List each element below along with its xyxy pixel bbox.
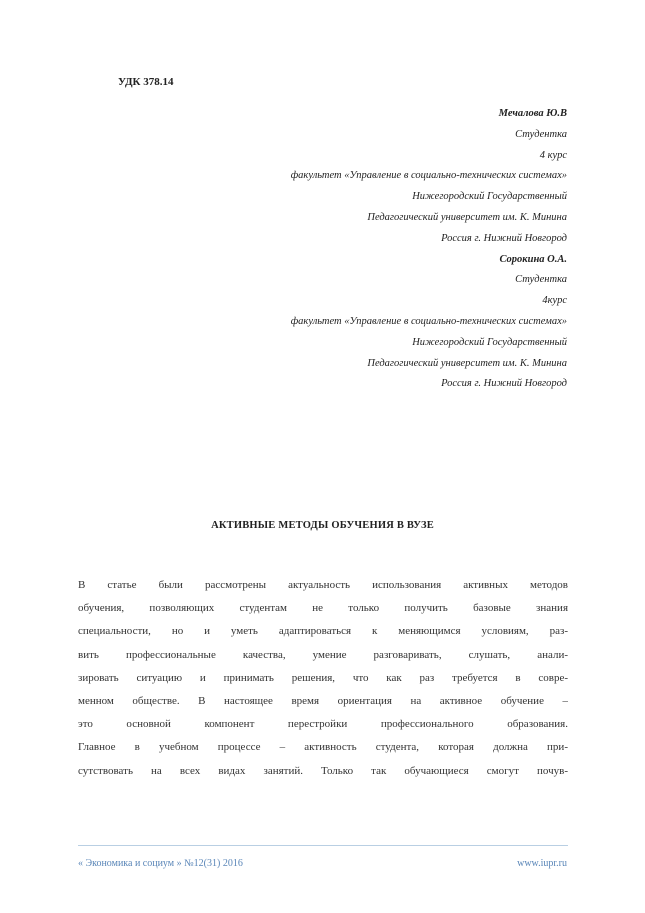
- abstract-line: сутствовать на всех видах занятий. Только так обучающиеся смогут почув-: [78, 764, 568, 777]
- abstract-line: специальности, но и уметь адаптироваться к меняющимся условиям, раз-: [78, 625, 568, 638]
- author-faculty: факультет «Управление в социально-технических системах»: [290, 315, 567, 327]
- author-university: Нижегородский Государственный: [412, 336, 567, 348]
- article-title: АКТИВНЫЕ МЕТОДЫ ОБУЧЕНИЯ В ВУЗЕ: [211, 520, 434, 531]
- author-course: 4курс: [542, 295, 567, 307]
- abstract-line: зировать ситуацию и принимать решения, что как раз требуется в совре-: [78, 671, 568, 684]
- author-name: Сорокина О.А.: [499, 253, 567, 265]
- author-university: Педагогический университет им. К. Минина: [367, 211, 567, 223]
- abstract-line: обучения, позволяющих студентам не только получить базовые знания: [78, 602, 568, 615]
- abstract-line: вить профессиональные качества, умение разговаривать, слушать, анали-: [78, 648, 568, 661]
- abstract-paragraph: [78, 574, 568, 783]
- author-course: 4 курс: [539, 149, 567, 161]
- author-university: Нижегородский Государственный: [412, 191, 567, 203]
- abstract-line: Главное в учебном процессе – активность студента, которая должна при-: [78, 741, 568, 754]
- journal-citation: « Экономика и социум » №12(31) 2016: [78, 858, 243, 869]
- abstract-line: В статье были рассмотрены актуальность использования активных методов: [78, 579, 568, 591]
- footer-divider: [78, 845, 568, 846]
- abstract-line: это основной компонент перестройки профессионального образования.: [78, 718, 568, 731]
- author-faculty: факультет «Управление в социально-технических системах»: [290, 170, 567, 182]
- udk-code: УДК 378.14: [118, 76, 174, 88]
- author-block: [87, 104, 567, 395]
- author-name: Мечалова Ю.В: [498, 108, 567, 119]
- author-status: Студентка: [515, 274, 567, 286]
- author-university: Педагогический университет им. К. Минина: [367, 357, 567, 369]
- author-status: Студентка: [515, 128, 567, 140]
- author-location: Россия г. Нижний Новгород: [441, 232, 567, 244]
- journal-website-link[interactable]: www.iupr.ru: [517, 858, 567, 869]
- abstract-line: менном обществе. В настоящее время ориентация на активное обучение –: [78, 695, 568, 708]
- author-location: Россия г. Нижний Новгород: [441, 378, 567, 390]
